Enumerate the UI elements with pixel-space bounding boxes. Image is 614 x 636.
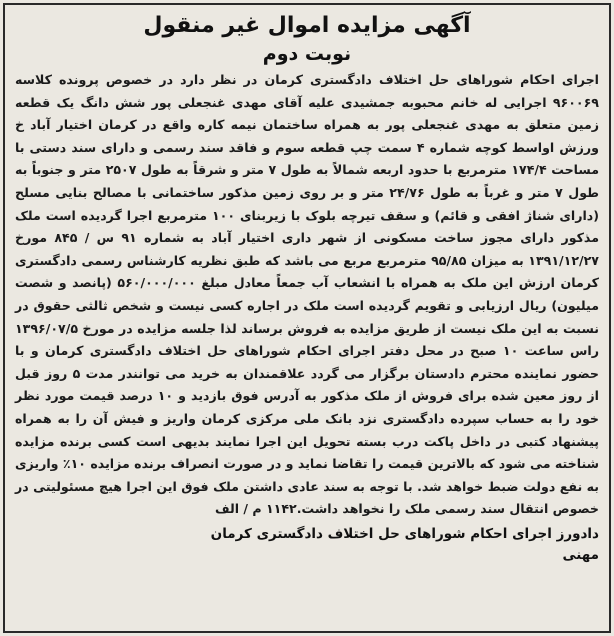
notice-subtitle: نوبت دوم <box>262 43 352 65</box>
notice-border <box>3 3 611 633</box>
signature-name: مهنی <box>562 546 599 563</box>
notice-title: آگهی مزایده اموال غیر منقول <box>143 13 471 38</box>
signature-title: دادورز اجرای احکام شوراهای حل اختلاف دادگستری کرمان <box>210 525 599 542</box>
notice-body: اجرای احکام شوراهای حل اختلاف دادگستری کرمان در نظر دارد در خصوص پرونده کلاسه ۹۶۰۰۶۹ اجرایی له خانم محبوبه جمشیدی علیه آقای مهدی غنجعلی پور شش دانگ یک قطعه زمین متعلق به مهدی غنجعلی پور به همراه ساختمان نیمه کاره واقع در کرمان اختیار آباد خ ورزش اواسط کوچه شماره ۴ سمت چپ قطعه سوم و فاقد سند رسمی و دارای سند دستی با مساحت ۱۷۴/۴ مترمربع با حدود اربعه شمالاً به طول ۷ متر و شرقاً به طول ۲۵۰۷ متر و جنوباً به طول ۷ متر و غرباً به طول ۲۴/۷۶ متر و بر روی زمین مذکور ساختمانی با مصالح بنایی مسلح (دارای شناژ افقی و قائم) و سقف تیرچه بلوک با زیربنای ۱۰۰ مترمربع اجرا گردیده است ملک مذکور دارای مجوز ساخت مسکونی از شهر داری اختیار آباد به شماره ۹۱ س / ۸۴۵ مورخ ۱۳۹۱/۱۲/۲۷ به میزان ۹۵/۸۵ مترمربع مربع می باشد که طبق نظریه کارشناس رسمی دادگستری کرمان ارزش این ملک به همراه با انشعاب آب جمعاً معادل مبلغ ۵۶۰/۰۰۰/۰۰۰ (پانصد و شصت میلیون) ریال ارزیابی و تقویم گردیده است ملک در اجاره کسی نیست و شخص ثالثی حقوق در نسبت به این ملک نیست از طریق مزایده به فروش برساند لذا جلسه مزایده در مورخ ۱۳۹۶/۰۷/۵ راس ساعت ۱۰ صبح در محل دفتر اجرای احکام شوراهای حل اختلاف دادگستری کرمان و با حضور نماینده محترم دادستان برگزار می گردد علاقمندان به خرید می توانندر مدت ۵ روز قبل از روز معین شده برای فروش از ملک مذکور به آدرس فوق بازدید و ۱۰ درصد قیمت مورد نظر خود را به حساب سپرده دادگستری نزد بانک ملی مرکزی کرمان واریز و فیش آن را به همراه پیشنهاد کتبی در داخل پاکت درب بسته تحویل این اجرا نمایند بدیهی است کسی برنده مزایده شناخته می شود که بالاترین قیمت را تقاضا نماید و در صورت انصراف برنده مزایده ۱۰٪ واریزی به نفع دولت ضبط خواهد شد. با توجه به سند عادی داشتن ملک فوق این اجرا هیچ مسئولیتی در خصوص انتقال سند رسمی ملک را نخواهد داشت.۱۱۴۲ م / الف <box>15 72 600 517</box>
